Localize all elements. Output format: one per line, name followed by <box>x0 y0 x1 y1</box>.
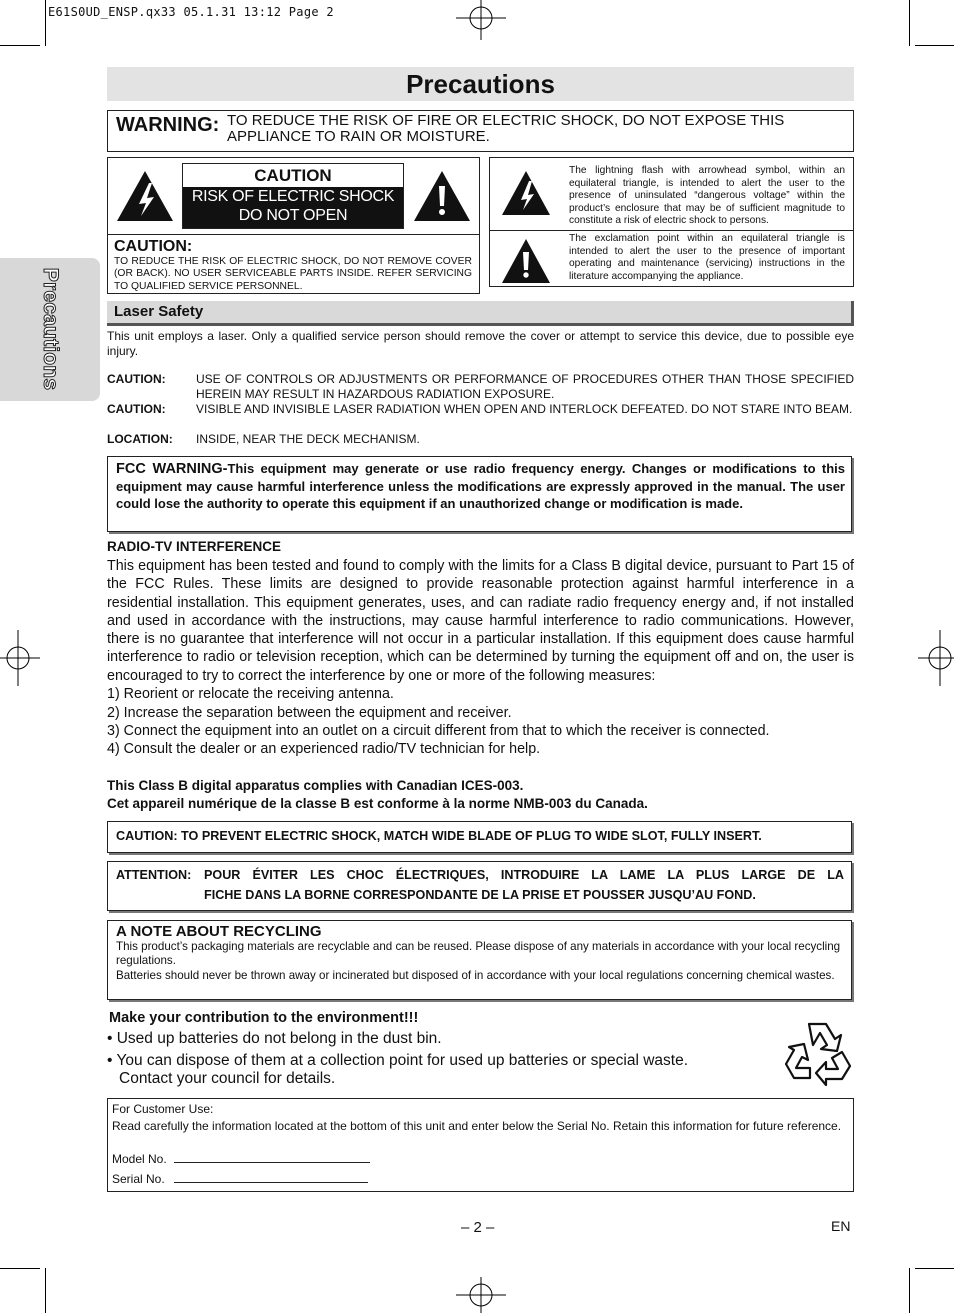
environment-bullet: • Used up batteries do not belong in the dust bin. <box>107 1030 442 1047</box>
serial-number-label: Serial No. <box>112 1172 165 1186</box>
recycling-box <box>107 920 852 1000</box>
crop-mark <box>915 45 954 46</box>
radio-tv-text: This equipment has been tested and found to comply with the limits for a Class B digital device, pursuant to Part 15 of the FCC Rules. These limits are designed to provide reasonable protection against harmful interference in a residential installation. This equipment generates, uses, and can radiate radio frequency energy and, if not installed and used in accordance with the instructions, may cause harmful interference to radio communications. However, there is no guarantee that interference will not occur in a particular installation. If this equipment does cause harmful interference to radio or television reception, which can be determined by turning the equipment off and on, the user is encouraged to try to correct the interference by one or more of the following measures: <box>107 558 854 684</box>
recycling-text-2: Batteries should never be thrown away or incinerated but disposed of in accordance with your local regulations concerning chemical wastes. <box>116 969 835 982</box>
recycle-icon <box>782 1018 854 1088</box>
caution-label-title: CAUTION <box>254 166 332 185</box>
customer-use-text: Read carefully the information located at the bottom of this unit and enter below the Serial No. Retain this information for future reference. <box>112 1119 842 1133</box>
lightning-warning-icon <box>116 170 174 222</box>
recycling-heading: A NOTE ABOUT RECYCLING <box>116 923 322 940</box>
symbols-box <box>489 157 854 287</box>
exclamation-description: The exclamation point within an equilateral triangle is intended to alert the user to the presence of important operating and maintenance (servicing) instructions in the literature accompanying the appliance. <box>569 233 845 282</box>
environment-bullet-continued: Contact your council for details. <box>119 1070 336 1087</box>
warning-label: WARNING: <box>116 114 220 136</box>
laser-caution-text: VISIBLE AND INVISIBLE LASER RADIATION WHEN OPEN AND INTERLOCK DEFEATED. DO NOT STARE INTO BEAM. <box>196 402 853 416</box>
exclamation-warning-icon <box>413 170 471 222</box>
lightning-warning-icon <box>501 170 551 216</box>
model-number-label: Model No. <box>112 1152 167 1166</box>
crop-mark <box>909 1268 910 1313</box>
attention-line2: FICHE DANS LA BORNE CORRESPONDANTE DE LA PRISE ET POUSSER JUSQU’AU FOND. <box>204 888 756 902</box>
serial-number-field[interactable] <box>174 1182 368 1183</box>
fcc-warning-text: This equipment may generate or use radio frequency energy. Changes or modifications to this equipment may cause harmful interference unless the modifications are expressly approved in the manual. The user could lose the authority to operate this equipment if an unauthorized change or modification is made. <box>116 461 845 511</box>
laser-location-text: INSIDE, NEAR THE DECK MECHANISM. <box>196 432 420 446</box>
fcc-warning-content <box>116 460 845 512</box>
laser-intro: This unit employs a laser. Only a qualified service person should remove the cover or attempt to service this device, due to possible eye injury. <box>107 329 854 358</box>
canada-ices-fr: Cet appareil numérique de la classe B est conforme à la norme NMB-003 du Canada. <box>107 796 648 811</box>
caution-label-panel <box>182 163 404 229</box>
laser-safety-heading: Laser Safety <box>114 303 204 320</box>
language-code: EN <box>831 1218 851 1234</box>
registration-header: E61S0UD_ENSP.qx33 05.1.31 13:12 Page 2 <box>48 5 334 19</box>
attention-box <box>107 861 852 911</box>
laser-caution-text: USE OF CONTROLS OR ADJUSTMENTS OR PERFORMANCE OF PROCEDURES OTHER THAN THOSE SPECIFIED HEREIN MAY RESULT IN HAZARDOUS RADIATION EXPOSURE. <box>196 372 854 401</box>
radio-tv-measure: 3) Connect the equipment into an outlet on a circuit different from that to which the receiver is connected. <box>107 723 770 739</box>
laser-location-label: LOCATION: <box>107 432 173 446</box>
divider <box>490 230 853 231</box>
caution-box <box>107 157 480 294</box>
radio-tv-measure: 4) Consult the dealer or an experienced radio/TV technician for help. <box>107 741 541 757</box>
fcc-warning-box <box>107 456 852 532</box>
crop-mark <box>45 0 46 46</box>
caution-label-line2: DO NOT OPEN <box>238 207 348 224</box>
attention-line1: POUR ÉVITER LES CHOC ÉLECTRIQUES, INTRODUIRE LA LAME LA PLUS LARGE DE LA <box>204 868 844 882</box>
registration-target-icon <box>456 0 506 40</box>
laser-caution-label: CAUTION: <box>107 402 166 416</box>
caution-heading: CAUTION: <box>114 238 193 255</box>
radio-tv-heading: RADIO-TV INTERFERENCE <box>107 539 282 554</box>
radio-tv-measure: 1) Reorient or relocate the receiving antenna. <box>107 686 394 702</box>
divider <box>108 234 479 235</box>
customer-use-box <box>107 1098 854 1192</box>
registration-target-icon <box>918 630 954 686</box>
customer-use-label: For Customer Use: <box>112 1102 214 1116</box>
crop-mark <box>909 0 910 46</box>
attention-label: ATTENTION: <box>116 868 192 882</box>
crop-mark <box>45 1268 46 1313</box>
page-title: Precautions <box>107 67 854 101</box>
crop-mark <box>0 1268 40 1269</box>
warning-box <box>107 110 854 152</box>
caution-label-dark-band <box>183 187 403 228</box>
environment-heading: Make your contribution to the environment!!! <box>109 1010 419 1026</box>
recycling-text-1: This product’s packaging materials are recyclable and can be reused. Please dispose of any materials in accordance with your local recycling regulations. <box>116 940 841 968</box>
caution-label-line1: RISK OF ELECTRIC SHOCK <box>191 188 395 205</box>
laser-caution-label: CAUTION: <box>107 372 166 386</box>
lightning-description: The lightning flash with arrowhead symbol, within an equilateral triangle, is intended to alert the user to the presence of uninsulated “dangerous voltage” within the product’s enclosure that may be of sufficient magnitude to constitute a risk of electric shock to persons. <box>569 165 845 227</box>
canada-ices-en: This Class B digital apparatus complies with Canadian ICES-003. <box>107 778 524 793</box>
radio-tv-measure: 2) Increase the separation between the equipment and receiver. <box>107 705 512 721</box>
fcc-warning-label: FCC WARNING- <box>116 461 228 477</box>
crop-mark <box>0 45 40 46</box>
warning-text: TO REDUCE THE RISK OF FIRE OR ELECTRIC SHOCK, DO NOT EXPOSE THIS APPLIANCE TO RAIN OR MOISTURE. <box>227 112 785 145</box>
side-tab-label: Precautions <box>39 267 62 391</box>
registration-target-icon <box>0 630 40 686</box>
laser-safety-header <box>107 301 854 326</box>
environment-bullet: • You can dispose of them at a collection point for used up batteries or special waste. <box>107 1052 689 1069</box>
crop-mark <box>915 1268 954 1269</box>
registration-target-icon <box>456 1277 506 1313</box>
side-section-tab <box>0 258 100 401</box>
plug-caution-text: CAUTION: TO PREVENT ELECTRIC SHOCK, MATCH WIDE BLADE OF PLUG TO WIDE SLOT, FULLY INSERT. <box>116 829 762 843</box>
exclamation-warning-icon <box>501 238 551 284</box>
caution-text: TO REDUCE THE RISK OF ELECTRIC SHOCK, DO NOT REMOVE COVER (OR BACK). NO USER SERVICEABLE PARTS INSIDE. REFER SERVICING TO QUALIFIED SERVICE PERSONNEL. <box>114 256 472 292</box>
model-number-field[interactable] <box>174 1162 370 1163</box>
plug-caution-box <box>107 821 852 853</box>
page-number: – 2 – <box>461 1219 495 1236</box>
